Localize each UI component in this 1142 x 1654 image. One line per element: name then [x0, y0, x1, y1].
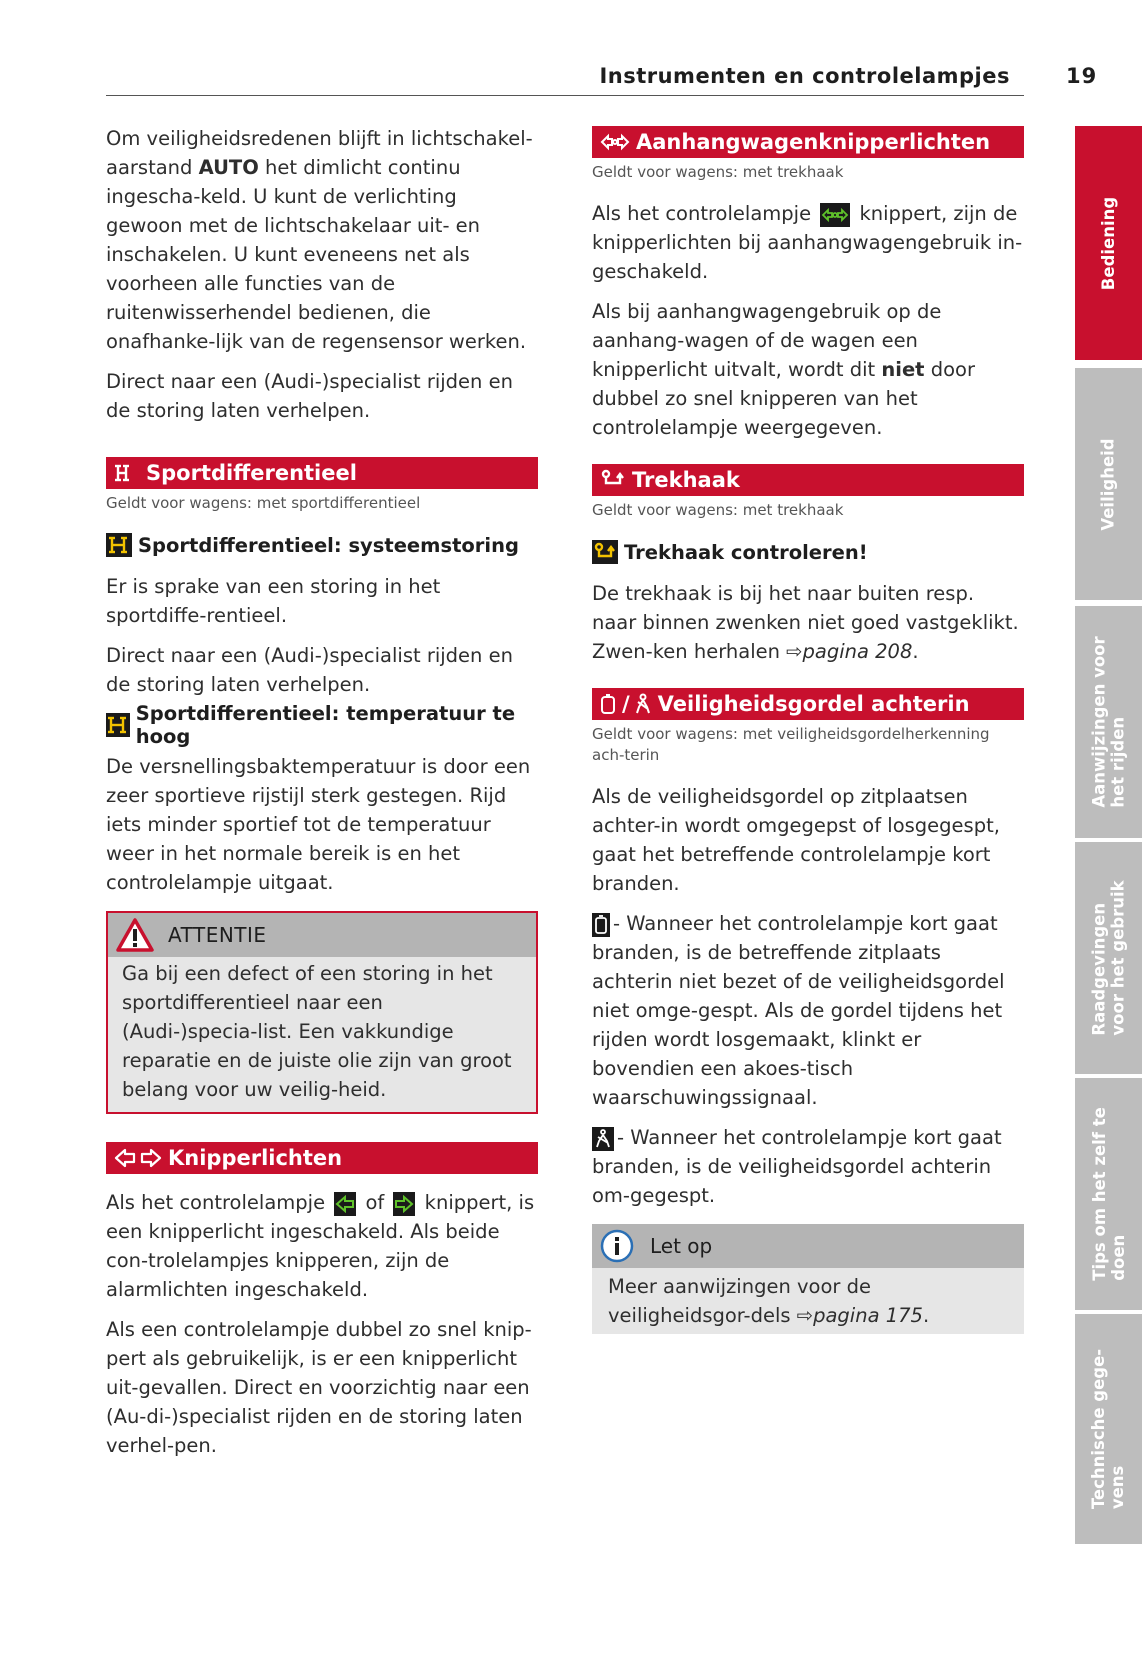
side-tab-tips[interactable]: Tips om het zelf te doen [1075, 1078, 1142, 1310]
side-tab-bediening[interactable]: Bediening [1075, 126, 1142, 360]
header-divider [106, 95, 1024, 96]
intro-paragraph: Om veiligheidsredenen blijft in lichtschakel-aarstand AUTO het dimlicht continu ingescha-keld. U kunt de verlichting gewoon met de lichtschakelaar uit- en inschakelen. U kunt eveneens net als voorheen alle functies van de ruitenwisserhendel bedienen, die onafhanke-lijk van de regensensor werken. [106, 127, 533, 353]
paragraph: Direct naar een (Audi-)specialist rijden en de storing laten verhelpen. [106, 644, 513, 696]
info-circle-icon [600, 1229, 634, 1263]
section-header-knipperlichten [106, 1142, 538, 1174]
seat-belt-person-icon [634, 693, 652, 715]
note-header: Let op [592, 1224, 1024, 1268]
seat-belt-person-icon [592, 1127, 614, 1151]
trailer-turn-signal-icon [600, 132, 630, 152]
applies-note: Geldt voor wagens: met veiligheidsgordelherkenning ach-terin [592, 725, 990, 764]
paragraph: Als bij aanhangwagengebruik op de aanhang-wagen of de wagen een knipperlicht uitvalt, wordt dit niet door dubbel zo snel knipperen van het controlelampje weergegeven. [592, 300, 975, 439]
attention-header: ATTENTIE [108, 913, 536, 957]
paragraph: De versnellingsbaktemperatuur is door een zeer sportieve rijstijl sterk gestegen. Rijd iets minder sportief tot de temperatuur weer in het normale bereik is en het controlelampje uitgaat. [106, 755, 531, 894]
seat-empty-icon [592, 913, 610, 937]
subhead-hitch-check: Trekhaak controleren! [592, 537, 1024, 567]
paragraph: - Wanneer het controlelampje kort gaat branden, is de betreffende zitplaats achterin niet bezet of de veiligheidsgordel niet omge-gespt. Als de gordel tijdens het rijden wordt losgemaakt, klinkt er bovendien een akoes-tisch waarschuwingssignaal. [592, 912, 1005, 1109]
sport-differential-icon [106, 713, 130, 737]
side-tab-aanwijzingen[interactable]: Aanwijzingen voor het rijden [1075, 606, 1142, 838]
subhead-system-fault: Sportdifferentieel: systeemstoring [106, 530, 538, 560]
applies-note: Geldt voor wagens: met trekhaak [592, 163, 844, 181]
note-text: Meer aanwijzingen voor de veiligheidsgor-dels ⇨pagina 175. [608, 1275, 930, 1327]
paragraph: Als het controlelampje of knippert, is een knipperlicht ingeschakeld. Als beide con-trolelampjes knipperen, zijn de alarmlichten ingeschakeld. [106, 1191, 535, 1301]
section-header-veiligheidsgordel: / Veiligheidsgordel achterin [592, 688, 1024, 720]
section-header-sportdifferentieel [106, 457, 538, 489]
seat-belt-icon [600, 693, 616, 715]
paragraph: Er is sprake van een storing in het sportdiffe-rentieel. [106, 575, 441, 627]
trailer-turn-signal-icon [820, 203, 850, 227]
tow-hitch-icon [600, 469, 626, 491]
sport-differential-icon [114, 463, 140, 483]
side-tab-technische-gegevens[interactable]: Technische gege- vens [1075, 1314, 1142, 1544]
section-header-aanhangwagenknipperlichten [592, 126, 1024, 158]
side-tab-raadgevingen[interactable]: Raadgevingen voor het gebruik [1075, 842, 1142, 1074]
paragraph: De trekhaak is bij het naar buiten resp. naar binnen zwenken niet goed vastgeklikt. Zwen-ken herhalen ⇨pagina 208. [592, 582, 1019, 663]
subhead-temperature: Sportdifferentieel: temperatuur te hoog [106, 710, 538, 740]
applies-note: Geldt voor wagens: met sportdifferentieel [106, 494, 421, 512]
section-title: Veiligheidsgordel achterin [657, 692, 970, 716]
section-title: Trekhaak [632, 468, 740, 492]
page-header-title: Instrumenten en controlelampjes [599, 64, 1010, 88]
left-column [106, 124, 538, 1471]
tow-hitch-icon [592, 540, 618, 564]
side-tab-veiligheid[interactable]: Veiligheid [1075, 368, 1142, 600]
note-box [592, 1224, 1024, 1334]
arrow-left-right-icon [114, 1147, 162, 1169]
section-title: Aanhangwagenknipperlichten [636, 130, 991, 154]
paragraph: Als de veiligheidsgordel op zitplaatsen achter-in wordt omgegepst of losgegespt, gaat het betreffende controlelampje kort branden. [592, 785, 1000, 895]
attention-text: Ga bij een defect of een storing in het sportdifferentieel naar een (Audi-)specia-list. Een vakkundige reparatie en de juiste olie zijn van groot belang voor uw veilig-heid. [122, 962, 512, 1101]
sport-differential-icon [106, 533, 132, 557]
page-number: 19 [1066, 64, 1098, 88]
turn-left-icon [334, 1192, 356, 1216]
right-column [592, 126, 1024, 1334]
section-title: Sportdifferentieel [146, 461, 357, 485]
section-title: Knipperlichten [168, 1146, 343, 1170]
attention-box [106, 911, 538, 1114]
paragraph: Als een controlelampje dubbel zo snel knip-pert als gebruikelijk, is er een knipperlicht uit-gevallen. Direct en voorzichtig naar een (Au-di-)specialist rijden en de storing laten verhel-pen. [106, 1318, 532, 1457]
applies-note: Geldt voor wagens: met trekhaak [592, 501, 844, 519]
warning-triangle-icon [116, 918, 154, 952]
paragraph: Als het controlelampje knippert, zijn de knipperlichten bij aanhangwagengebruik in-geschakeld. [592, 202, 1023, 283]
section-header-trekhaak [592, 464, 1024, 496]
turn-right-icon [393, 1192, 415, 1216]
intro-paragraph-2: Direct naar een (Audi-)specialist rijden en de storing laten verhelpen. [106, 370, 513, 422]
paragraph: - Wanneer het controlelampje kort gaat branden, is de veiligheidsgordel achterin om-gegespt. [592, 1126, 1002, 1207]
